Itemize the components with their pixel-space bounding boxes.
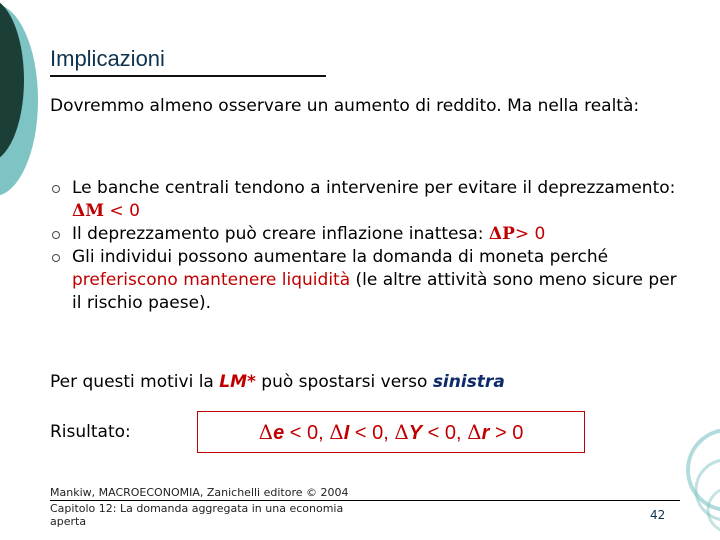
lm-star-label: LM* — [219, 372, 256, 392]
motivi-middle: può spostarsi verso — [255, 372, 433, 392]
footer-divider — [50, 500, 680, 501]
footer-credits — [50, 486, 380, 528]
bullet-item — [50, 177, 680, 223]
result-relation: < 0, — [422, 422, 468, 444]
result-box — [197, 411, 585, 453]
right-decoration — [680, 410, 720, 540]
motivi-prefix: Per questi motivi la — [50, 372, 220, 392]
result-var-r: r — [481, 422, 490, 444]
result-relation: < 0, — [349, 422, 395, 444]
delta-m-symbol: ΔM — [72, 201, 105, 221]
result-var-e: e — [273, 422, 285, 444]
direction-label: sinistra — [432, 372, 505, 392]
title-underline — [50, 75, 326, 77]
delta-symbol: Δ — [467, 420, 482, 444]
bullet-circle-icon — [52, 185, 60, 193]
intro-text: Dovremmo almeno osservare un aumento di reddito. Ma nella realtà: — [50, 96, 640, 116]
bullet-relation: > 0 — [514, 224, 546, 244]
footer-line-2: Capitolo 12: La domanda aggregata in una economia aperta — [50, 502, 344, 528]
bullet-circle-icon — [52, 231, 60, 239]
result-var-i: I — [343, 422, 350, 444]
delta-symbol: Δ — [258, 420, 274, 444]
page-number: 42 — [650, 508, 666, 522]
delta-p-symbol: ΔP — [488, 224, 515, 244]
bullet-list — [50, 177, 680, 315]
bullet-circle-icon — [52, 254, 60, 262]
slide-title: Implicazioni — [50, 46, 165, 71]
result-var-y: Y — [408, 422, 423, 444]
delta-symbol: Δ — [329, 420, 344, 444]
bullet-text: Le banche centrali tendono a intervenire per evitare il deprezzamento: — [72, 178, 676, 198]
footer-line-1: Mankiw, MACROECONOMIA, Zanichelli editore © 2004 — [50, 486, 349, 499]
result-relation: > 0 — [489, 422, 524, 444]
motivi-line — [50, 370, 505, 394]
bullet-highlight: preferiscono mantenere liquidità — [72, 270, 351, 290]
delta-symbol: Δ — [394, 420, 409, 444]
bullet-text: Il deprezzamento può creare inflazione inattesa: — [72, 224, 489, 244]
risultato-label: Risultato: — [50, 422, 131, 442]
left-decoration — [0, 0, 40, 200]
result-relation: < 0, — [284, 422, 330, 444]
bullet-text-tail: (le altre attività sono meno sicure per il rischio paese). — [72, 270, 677, 313]
bullet-item — [50, 223, 680, 246]
bullet-relation: < 0 — [104, 201, 140, 221]
bullet-item — [50, 246, 680, 315]
bullet-text: Gli individui possono aumentare la domanda di moneta perché — [72, 247, 609, 267]
